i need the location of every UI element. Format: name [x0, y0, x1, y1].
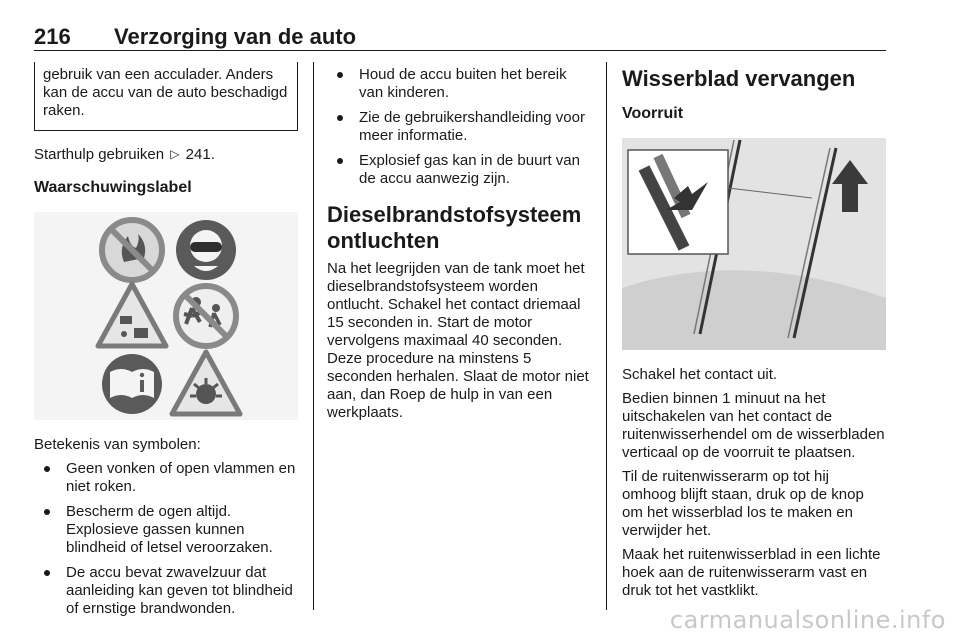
- no-flames-icon: [102, 220, 162, 280]
- windscreen-subheading: Voorruit: [622, 105, 684, 122]
- keep-children-away-icon: [176, 286, 236, 346]
- note-box: gebruik van een acculader. Anders kan de accu van de auto beschadigd raken.: [34, 62, 298, 131]
- list-item: De accu bevat zwavelzuur dat aanleiding kan geven tot blindheid of ernstige brandwonden.: [34, 564, 298, 618]
- wiper-step-4: Maak het ruitenwisserblad in een lichte hoek aan de ruitenwisserarm vast en druk tot het vastklikt.: [622, 546, 881, 599]
- column-3: [622, 62, 886, 600]
- list-item: Bescherm de ogen altijd. Explosieve gassen kunnen blindheid of letsel veroorzaken.: [34, 503, 298, 557]
- symbols-list: [34, 460, 298, 618]
- list-item: Explosief gas kan in de buurt van de accu aanwezig zijn.: [327, 152, 593, 188]
- list-item: Geen vonken of open vlammen en niet roken.: [34, 460, 298, 496]
- explosive-warning-icon: [172, 352, 240, 414]
- warning-symbols-figure: [34, 212, 298, 420]
- acid-warning-icon: [98, 284, 166, 346]
- symbols-list-continued: [327, 66, 593, 188]
- read-manual-icon: [102, 354, 162, 414]
- wiper-step-2: Bedien binnen 1 minuut na het uitschakelen van het contact de ruitenwisserhendel om de wisserbladen verticaal op de voorruit te plaatsen.: [622, 390, 885, 461]
- eye-protection-icon: [176, 220, 236, 280]
- watermark: carmanualsonline.info: [669, 606, 946, 634]
- column-2: [327, 62, 593, 422]
- diesel-section-body: Na het leegrijden van de tank moet het dieselbrandstofsysteem worden ontlucht. Schakel het contact driemaal 15 seconden in. Start de motor vervolgens maximaal 40 seconden. Deze procedure na minstens 5 seconden herhalen. Slaat de motor niet aan, dan Roep de hulp in van een werkplaats.: [327, 260, 589, 421]
- bullet-icon: [44, 570, 50, 576]
- starthulp-text: Starthulp gebruiken: [34, 146, 165, 163]
- page-reference-icon: ▷: [170, 147, 180, 161]
- list-item: Zie de gebruikershandleiding voor meer informatie.: [327, 109, 593, 145]
- warning-label-heading: Waarschuwingslabel: [34, 179, 192, 196]
- wiper-step-1: Schakel het contact uit.: [622, 366, 778, 383]
- wiper-blade-figure: [622, 138, 886, 350]
- column-1: [34, 62, 298, 625]
- list-item: Houd de accu buiten het bereik van kinderen.: [327, 66, 593, 102]
- bullet-icon: [44, 466, 50, 472]
- page-header: [34, 24, 886, 51]
- starthulp-reference[interactable]: [34, 145, 298, 164]
- column-divider-2: [606, 62, 607, 610]
- bullet-icon: [44, 509, 50, 515]
- diesel-section-heading: Dieselbrandstofsysteem ontluchten: [327, 202, 582, 253]
- bullet-icon: [337, 115, 343, 121]
- bullet-icon: [337, 158, 343, 164]
- page-number: 216: [34, 24, 71, 49]
- column-divider-1: [313, 62, 314, 610]
- symbols-intro: Betekenis van symbolen:: [34, 436, 201, 453]
- wiper-step-3: Til de ruitenwisserarm op tot hij omhoog blijft staan, druk op de knop om het wisserblad los te maken en verwijder het.: [622, 468, 864, 539]
- wiper-section-heading: Wisserblad vervangen: [622, 66, 856, 91]
- page-title: Verzorging van de auto: [114, 24, 357, 49]
- starthulp-page: 241.: [185, 146, 215, 163]
- bullet-icon: [337, 72, 343, 78]
